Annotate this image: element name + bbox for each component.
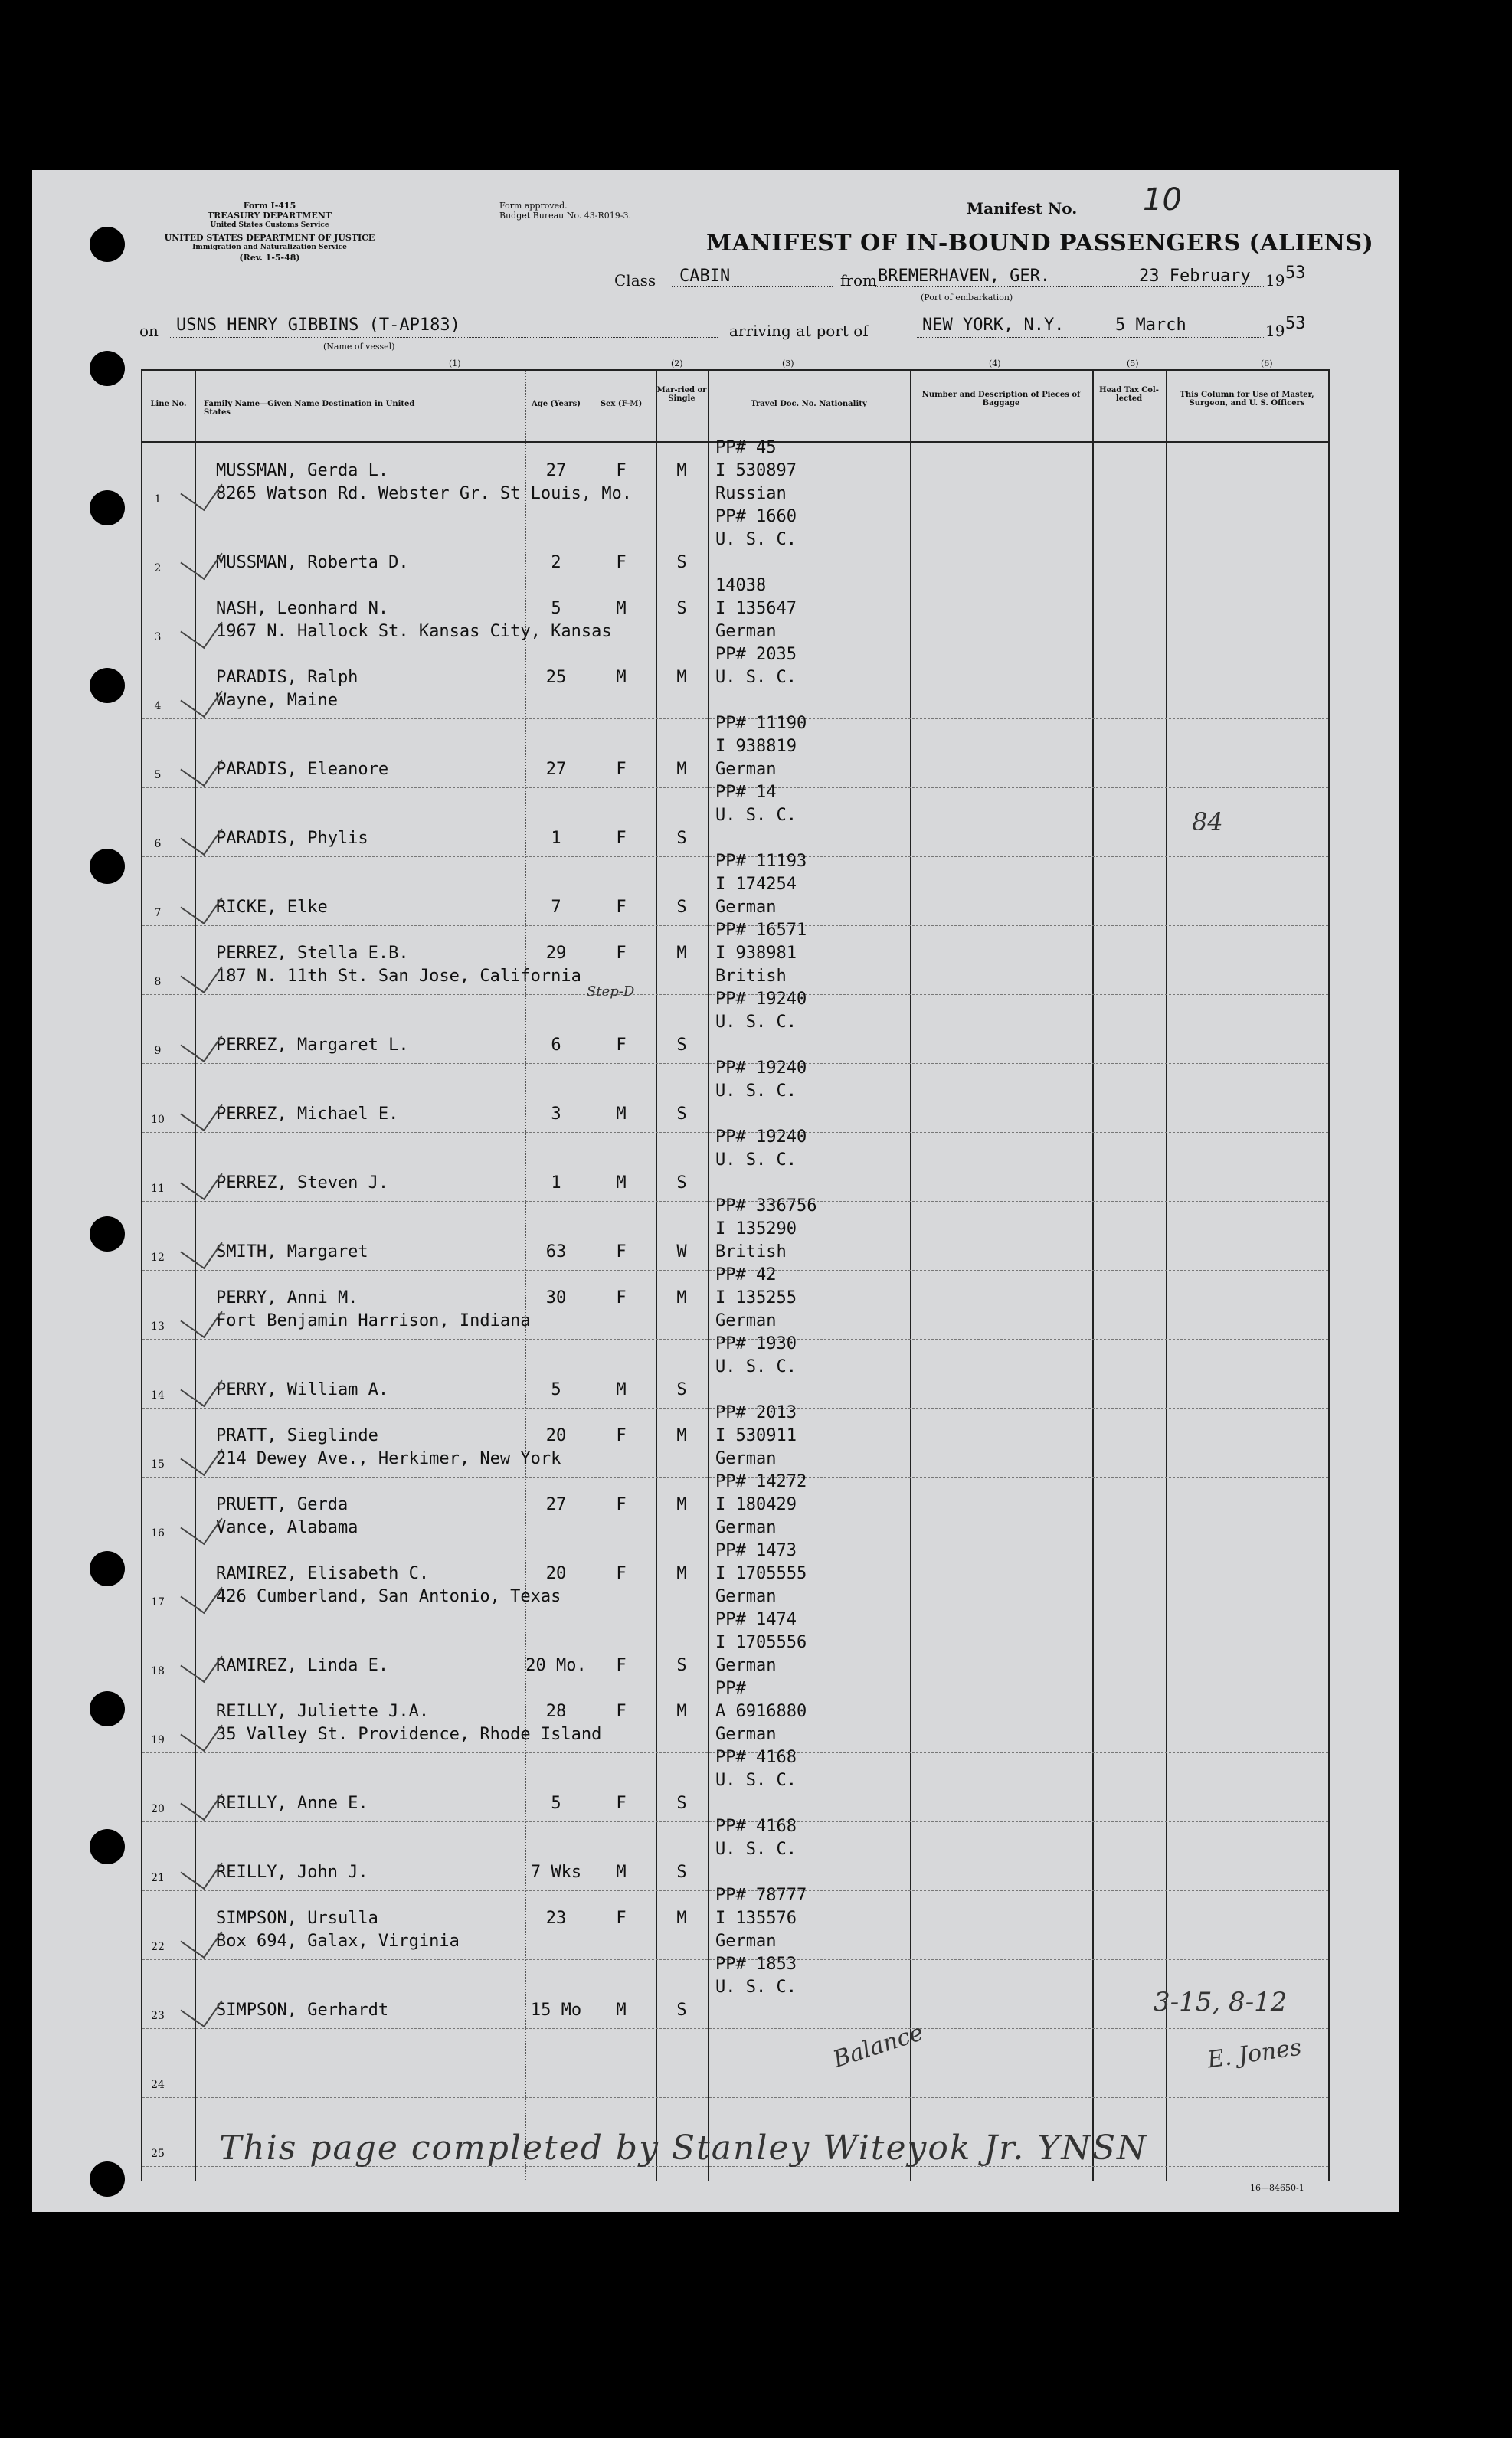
- vessel-caption: (Name of vessel): [323, 342, 395, 352]
- marital-status: M: [676, 944, 687, 963]
- col-num-5: (5): [1127, 358, 1139, 368]
- travel-doc: PP# 45: [715, 438, 777, 457]
- line-number: 3: [154, 631, 162, 643]
- travel-doc-secondary: I 1705555: [715, 1564, 807, 1583]
- passenger-name: PRATT, Sieglinde: [216, 1426, 378, 1445]
- binder-hole: [90, 1691, 125, 1726]
- marital-status: S: [676, 553, 687, 572]
- nationality: German: [715, 1656, 777, 1675]
- form-revision: (Rev. 1-5-48): [239, 253, 300, 263]
- passenger-destination: Fort Benjamin Harrison, Indiana: [216, 1311, 531, 1330]
- from-line: [875, 286, 1265, 287]
- passenger-sex: F: [616, 1495, 627, 1514]
- passenger-name: REILLY, Anne E.: [216, 1794, 368, 1813]
- manifest-page: [32, 170, 1399, 2212]
- completed-by-note: This page completed by Stanley Witeyok Jr. YNSN: [219, 2129, 1148, 2168]
- passenger-age: 5: [551, 1380, 561, 1399]
- marital-status: S: [676, 1104, 687, 1124]
- form-number: Form I-415: [243, 201, 296, 211]
- line-number: 21: [151, 1872, 165, 1884]
- row-divider: [142, 2097, 1328, 2098]
- vessel-name: USNS HENRY GIBBINS (T-AP183): [176, 316, 460, 335]
- header-married: Mar-ried or Single: [656, 386, 707, 403]
- passenger-sex: F: [616, 1242, 627, 1262]
- line-number: 18: [151, 1665, 165, 1677]
- class-value: CABIN: [679, 267, 731, 286]
- travel-doc: PP# 2013: [715, 1403, 797, 1422]
- header-travel-doc: Travel Doc. No. Nationality: [751, 400, 867, 408]
- arrival-port: NEW YORK, N.Y.: [922, 316, 1065, 335]
- from-label: from: [840, 271, 877, 290]
- travel-doc: PP# 2035: [715, 645, 797, 664]
- passenger-age: 7: [551, 898, 561, 917]
- marital-status: M: [676, 1495, 687, 1514]
- departure-date: 23 February: [1139, 267, 1251, 286]
- line-number: 6: [154, 838, 162, 850]
- line-number: 15: [151, 1458, 165, 1471]
- passenger-sex: M: [616, 1863, 627, 1882]
- travel-doc-secondary: I 938981: [715, 944, 797, 963]
- passenger-age: 6: [551, 1036, 561, 1055]
- balance-note: Balance: [830, 2019, 927, 2073]
- marital-status: S: [676, 829, 687, 848]
- passenger-age: 27: [545, 1495, 567, 1514]
- travel-doc: PP# 19240: [715, 1127, 807, 1147]
- passenger-age: 20: [545, 1564, 567, 1583]
- vessel-line: [170, 337, 718, 338]
- travel-doc-secondary: I 135290: [715, 1219, 797, 1239]
- passenger-age: 20 Mo.: [525, 1656, 587, 1675]
- year-1: 53: [1285, 263, 1306, 283]
- passenger-age: 15 Mo: [530, 2001, 582, 2020]
- row-divider: [142, 2028, 1328, 2029]
- binder-hole: [90, 2161, 125, 2197]
- passenger-destination: 1967 N. Hallock St. Kansas City, Kansas: [216, 622, 612, 641]
- travel-doc: PP# 1474: [715, 1610, 797, 1629]
- marital-status: S: [676, 2001, 687, 2020]
- passenger-name: RAMIREZ, Linda E.: [216, 1656, 389, 1675]
- passenger-age: 23: [545, 1909, 567, 1928]
- passenger-destination: 8265 Watson Rd. Webster Gr. St Louis, Mo.: [216, 484, 633, 503]
- line-number: 13: [151, 1320, 165, 1333]
- nationality: German: [715, 1518, 777, 1537]
- travel-doc-secondary: U. S. C.: [715, 1357, 797, 1376]
- justice-dept: UNITED STATES DEPARTMENT OF JUSTICE: [164, 233, 375, 243]
- passenger-name: PERRY, William A.: [216, 1380, 389, 1399]
- passenger-sex: M: [616, 1173, 627, 1193]
- marital-status: S: [676, 1656, 687, 1675]
- marital-status: M: [676, 1564, 687, 1583]
- approved-text: Form approved.: [499, 201, 568, 211]
- form-approved: [499, 201, 631, 221]
- travel-doc: PP# 1660: [715, 507, 797, 526]
- nationality: German: [715, 1449, 777, 1468]
- col-divider: [910, 371, 911, 2181]
- passenger-sex: M: [616, 668, 627, 687]
- nationality: German: [715, 1932, 777, 1951]
- nationality: German: [715, 1311, 777, 1330]
- passenger-destination: 426 Cumberland, San Antonio, Texas: [216, 1587, 561, 1606]
- class-label: Class: [614, 271, 656, 290]
- line-number: 25: [151, 2148, 165, 2160]
- passenger-name: PERREZ, Michael E.: [216, 1104, 399, 1124]
- passenger-destination: 214 Dewey Ave., Herkimer, New York: [216, 1449, 561, 1468]
- line-number: 14: [151, 1389, 165, 1402]
- col-num-2: (2): [671, 358, 683, 368]
- travel-doc: PP# 1930: [715, 1334, 797, 1353]
- marital-status: S: [676, 1380, 687, 1399]
- line-number: 24: [151, 2079, 165, 2091]
- passenger-sex: M: [616, 2001, 627, 2020]
- year-2: 53: [1285, 314, 1306, 333]
- passenger-age: 27: [545, 461, 567, 480]
- header-name: Family Name—Given Name Destination in United States: [204, 400, 415, 417]
- passenger-name: PERRY, Anni M.: [216, 1288, 358, 1307]
- manifest-number-value: 10: [1143, 182, 1182, 218]
- manifest-number: [967, 182, 1182, 218]
- binder-hole: [90, 227, 125, 262]
- passenger-name: MUSSMAN, Roberta D.: [216, 553, 409, 572]
- binder-hole: [90, 490, 125, 525]
- passenger-sex: F: [616, 1656, 627, 1675]
- travel-doc: PP# 336756: [715, 1196, 817, 1216]
- passenger-age: 2: [551, 553, 561, 572]
- travel-doc: PP# 78777: [715, 1886, 807, 1905]
- ins-service: Immigration and Naturalization Service: [192, 244, 347, 251]
- passenger-sex: F: [616, 461, 627, 480]
- col-divider: [708, 371, 709, 2181]
- step-note: Step-D: [587, 983, 635, 1000]
- binder-hole: [90, 1829, 125, 1864]
- budget-text: Budget Bureau No. 43-R019-3.: [499, 211, 632, 221]
- passenger-name: PERREZ, Steven J.: [216, 1173, 389, 1193]
- col-num-6: (6): [1261, 358, 1273, 368]
- passenger-sex: F: [616, 1036, 627, 1055]
- passenger-sex: M: [616, 1380, 627, 1399]
- passenger-age: 7 Wks: [530, 1863, 582, 1882]
- arrival-date: 5 March: [1115, 316, 1186, 335]
- header-age: Age (Years): [531, 400, 581, 408]
- marital-status: W: [676, 1242, 687, 1262]
- col-divider: [1166, 371, 1167, 2181]
- manifest-label: Manifest No.: [967, 199, 1078, 218]
- travel-doc: 14038: [715, 576, 767, 595]
- passenger-table: [141, 358, 1330, 2181]
- passenger-age: 63: [545, 1242, 567, 1262]
- travel-doc-secondary: U. S. C.: [715, 668, 797, 687]
- passenger-age: 20: [545, 1426, 567, 1445]
- passenger-name: PERREZ, Stella E.B.: [216, 944, 409, 963]
- col-num-1: (1): [449, 358, 461, 368]
- passenger-age: 1: [551, 1173, 561, 1193]
- line-number: 10: [151, 1114, 165, 1126]
- travel-doc: PP# 11190: [715, 714, 807, 733]
- nationality: German: [715, 898, 777, 917]
- nationality: Russian: [715, 484, 787, 503]
- line-number: 19: [151, 1734, 165, 1746]
- marital-status: M: [676, 1426, 687, 1445]
- header-head-tax: Head Tax Col-lected: [1099, 386, 1159, 403]
- binder-hole: [90, 668, 125, 703]
- marital-status: S: [676, 599, 687, 618]
- on-label: on: [139, 322, 159, 340]
- passenger-age: 3: [551, 1104, 561, 1124]
- passenger-destination: Vance, Alabama: [216, 1518, 358, 1537]
- passenger-sex: F: [616, 1702, 627, 1721]
- passenger-age: 5: [551, 599, 561, 618]
- line-number: 23: [151, 2010, 165, 2022]
- travel-doc-secondary: A 6916880: [715, 1702, 807, 1721]
- port-embarkation-caption: (Port of embarkation): [921, 293, 1013, 303]
- passenger-destination: Box 694, Galax, Virginia: [216, 1932, 460, 1951]
- line-number: 4: [154, 700, 162, 712]
- header-baggage: Number and Description of Pieces of Baggage: [921, 391, 1081, 407]
- header-line-no: Line No.: [150, 400, 187, 408]
- marital-status: M: [676, 461, 687, 480]
- passenger-age: 5: [551, 1794, 561, 1813]
- passenger-name: SMITH, Margaret: [216, 1242, 368, 1262]
- marital-status: S: [676, 1173, 687, 1193]
- passenger-age: 1: [551, 829, 561, 848]
- marital-status: M: [676, 1909, 687, 1928]
- passenger-age: 29: [545, 944, 567, 963]
- travel-doc: PP# 14: [715, 783, 777, 802]
- travel-doc-secondary: I 135576: [715, 1909, 797, 1928]
- travel-doc-secondary: U. S. C.: [715, 1013, 797, 1032]
- travel-doc-secondary: U. S. C.: [715, 1840, 797, 1859]
- form-identification: [139, 201, 400, 263]
- travel-doc: PP# 4168: [715, 1748, 797, 1767]
- passenger-age: 30: [545, 1288, 567, 1307]
- passenger-name: SIMPSON, Gerhardt: [216, 2001, 389, 2020]
- col-divider: [1092, 371, 1094, 2181]
- line-number: 17: [151, 1596, 165, 1608]
- passenger-sex: F: [616, 1564, 627, 1583]
- col-num-3: (3): [782, 358, 794, 368]
- travel-doc-secondary: I 180429: [715, 1495, 797, 1514]
- travel-doc: PP# 42: [715, 1265, 777, 1284]
- binder-hole: [90, 351, 125, 386]
- passenger-sex: F: [616, 898, 627, 917]
- year-prefix-1: 19: [1265, 271, 1285, 290]
- nationality: German: [715, 760, 777, 779]
- travel-doc-secondary: I 135255: [715, 1288, 797, 1307]
- customs-service: United States Customs Service: [210, 221, 329, 229]
- nationality: German: [715, 622, 777, 641]
- travel-doc: PP# 14272: [715, 1472, 807, 1491]
- passenger-age: 27: [545, 760, 567, 779]
- officer-note: 84: [1192, 807, 1223, 836]
- marital-status: S: [676, 1794, 687, 1813]
- page-title: MANIFEST OF IN-BOUND PASSENGERS (ALIENS): [706, 230, 1374, 257]
- passenger-name: NASH, Leonhard N.: [216, 599, 389, 618]
- passenger-name: PARADIS, Eleanore: [216, 760, 389, 779]
- line-number: 22: [151, 1941, 165, 1953]
- binder-hole: [90, 1216, 125, 1252]
- passenger-sex: F: [616, 1794, 627, 1813]
- passenger-name: PARADIS, Phylis: [216, 829, 368, 848]
- passenger-destination: 187 N. 11th St. San Jose, California: [216, 967, 581, 986]
- travel-doc-secondary: U. S. C.: [715, 530, 797, 549]
- travel-doc-secondary: U. S. C.: [715, 1978, 797, 1997]
- travel-doc-secondary: U. S. C.: [715, 1771, 797, 1790]
- passenger-name: PERREZ, Margaret L.: [216, 1036, 409, 1055]
- marital-status: M: [676, 1288, 687, 1307]
- line-number: 2: [154, 562, 162, 574]
- line-number: 12: [151, 1252, 165, 1264]
- passenger-name: REILLY, Juliette J.A.: [216, 1702, 430, 1721]
- passenger-sex: F: [616, 944, 627, 963]
- passenger-sex: F: [616, 760, 627, 779]
- travel-doc-secondary: I 1705556: [715, 1633, 807, 1652]
- marital-status: S: [676, 1036, 687, 1055]
- passenger-sex: M: [616, 1104, 627, 1124]
- marital-status: S: [676, 898, 687, 917]
- line-number: 20: [151, 1803, 165, 1815]
- travel-doc: PP# 1473: [715, 1541, 797, 1560]
- travel-doc-secondary: I 938819: [715, 737, 797, 756]
- line-number: 8: [154, 976, 162, 988]
- marital-status: M: [676, 760, 687, 779]
- passenger-destination: Wayne, Maine: [216, 691, 338, 710]
- travel-doc-secondary: U. S. C.: [715, 1082, 797, 1101]
- nationality: German: [715, 1587, 777, 1606]
- travel-doc-secondary: I 530911: [715, 1426, 797, 1445]
- travel-doc: PP# 1853: [715, 1955, 797, 1974]
- footer-code: 16—84650-1: [1250, 2183, 1304, 2193]
- passenger-age: 28: [545, 1702, 567, 1721]
- passenger-name: PRUETT, Gerda: [216, 1495, 349, 1514]
- binder-hole: [90, 1551, 125, 1586]
- nationality: British: [715, 967, 787, 986]
- passenger-age: 25: [545, 668, 567, 687]
- class-line: [672, 286, 833, 287]
- line-number: 7: [154, 907, 162, 919]
- passenger-sex: F: [616, 829, 627, 848]
- travel-doc-secondary: U. S. C.: [715, 1150, 797, 1170]
- marital-status: M: [676, 668, 687, 687]
- passenger-sex: F: [616, 1426, 627, 1445]
- marital-status: S: [676, 1863, 687, 1882]
- passenger-destination: 35 Valley St. Providence, Rhode Island: [216, 1725, 602, 1744]
- line-number: 11: [151, 1183, 165, 1195]
- year-prefix-2: 19: [1265, 322, 1285, 340]
- line-number: 1: [154, 493, 162, 506]
- line-number: 16: [151, 1527, 165, 1540]
- treasury-dept: TREASURY DEPARTMENT: [207, 211, 332, 221]
- arriving-label: arriving at port of: [729, 322, 869, 340]
- passenger-sex: M: [616, 599, 627, 618]
- passenger-name: SIMPSON, Ursulla: [216, 1909, 378, 1928]
- travel-doc-secondary: U. S. C.: [715, 806, 797, 825]
- line-number: 5: [154, 769, 162, 781]
- nationality: German: [715, 1725, 777, 1744]
- travel-doc: PP# 19240: [715, 1059, 807, 1078]
- from-value: BREMERHAVEN, GER.: [878, 267, 1051, 286]
- travel-doc: PP#: [715, 1679, 746, 1698]
- passenger-name: RICKE, Elke: [216, 898, 328, 917]
- header-officers: This Column for Use of Master, Surgeon, and U. S. Officers: [1180, 391, 1314, 407]
- marital-status: M: [676, 1702, 687, 1721]
- passenger-name: MUSSMAN, Gerda L.: [216, 461, 389, 480]
- travel-doc: PP# 16571: [715, 921, 807, 940]
- line-number: 9: [154, 1045, 162, 1057]
- arrival-line: [917, 337, 1265, 338]
- travel-doc-secondary: I 530897: [715, 461, 797, 480]
- nationality: British: [715, 1242, 787, 1262]
- passenger-sex: F: [616, 1288, 627, 1307]
- passenger-name: REILLY, John J.: [216, 1863, 368, 1882]
- col-num-4: (4): [989, 358, 1001, 368]
- signature-initials: E. Jones: [1206, 2034, 1304, 2074]
- header-sex: Sex (F-M): [600, 400, 643, 408]
- passenger-name: RAMIREZ, Elisabeth C.: [216, 1564, 430, 1583]
- travel-doc: PP# 4168: [715, 1817, 797, 1836]
- binder-hole: [90, 849, 125, 884]
- passenger-sex: F: [616, 553, 627, 572]
- travel-doc-secondary: I 174254: [715, 875, 797, 894]
- passenger-sex: F: [616, 1909, 627, 1928]
- passenger-name: PARADIS, Ralph: [216, 668, 358, 687]
- travel-doc: PP# 19240: [715, 990, 807, 1009]
- travel-doc-secondary: I 135647: [715, 599, 797, 618]
- travel-doc: PP# 11193: [715, 852, 807, 871]
- totals-note: 3-15, 8-12: [1154, 1987, 1288, 2017]
